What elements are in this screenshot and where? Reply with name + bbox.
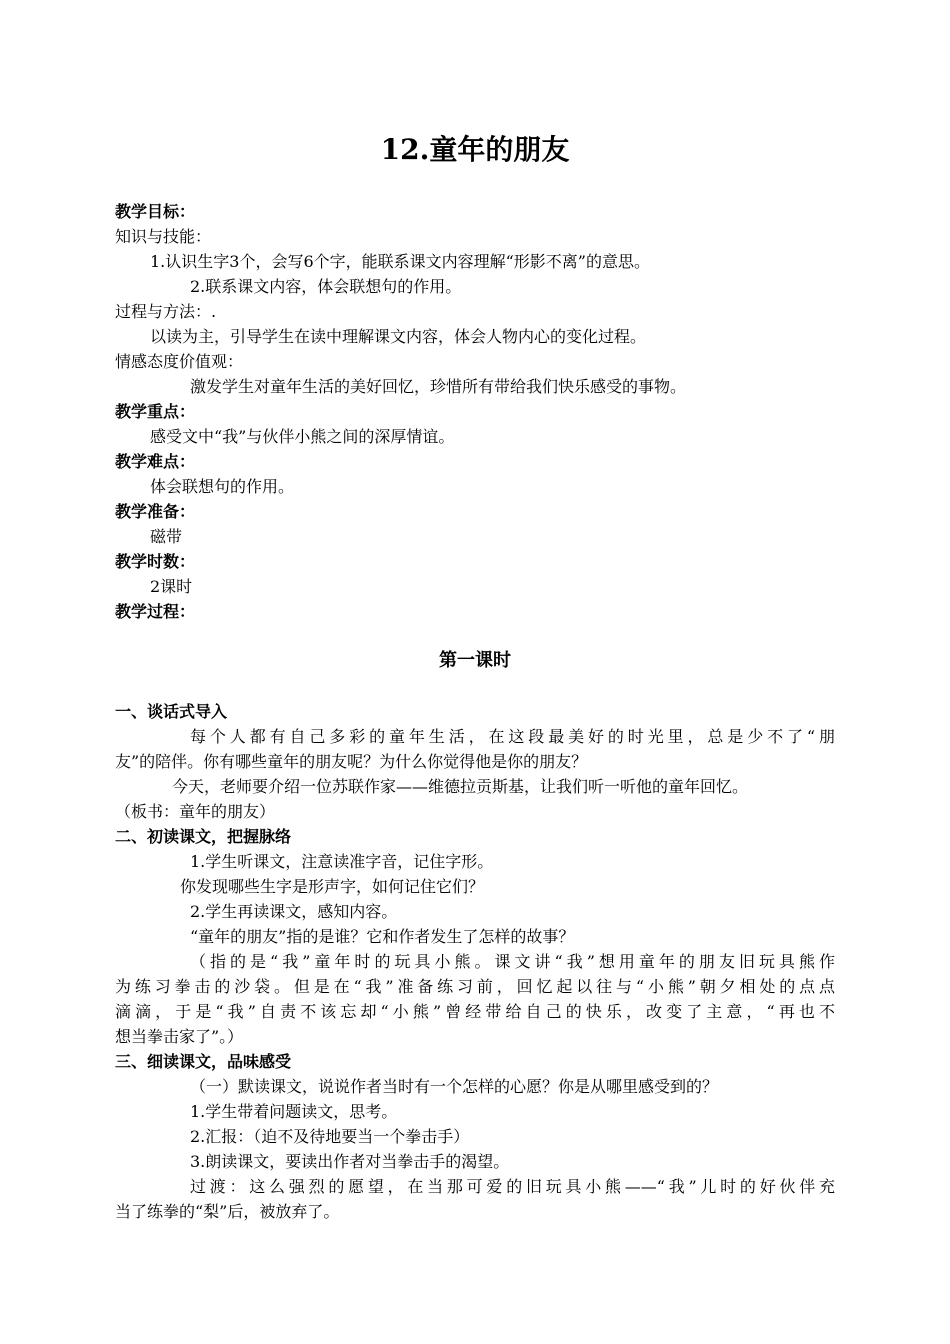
key-points-heading: 教学重点：: [115, 402, 196, 421]
section-1-heading: 一、谈话式导入: [115, 702, 228, 721]
section-1-paragraph-1-line-2: 友”的陪伴。你有哪些童年的朋友呢？为什么你觉得他是你的朋友？: [115, 752, 588, 771]
section-3-line-1: （一）默读课文，说说作者当时有一个怎样的心愿？你是从哪里感受到的？: [190, 1077, 719, 1096]
section-3-line-5a: 过渡：这么强烈的愿望，在当那可爱的旧玩具小熊——“我”儿时的好伙伴充: [190, 1177, 835, 1196]
section-3-line-4: 3.朗读课文，要读出作者对当拳击手的渴望。: [190, 1152, 510, 1171]
section-2-line-5d: 想当拳击家了”。）: [115, 1027, 244, 1046]
key-points-text: 感受文中“我”与伙伴小熊之间的深厚情谊。: [150, 427, 455, 446]
section-2-line-5b: 为练习拳击的沙袋。但是在“我”准备练习前，回忆起以往与“小熊”朝夕相处的点点: [115, 977, 835, 996]
hours-text: 2课时: [150, 577, 193, 596]
knowledge-item-2: 2.联系课文内容，体会联想句的作用。: [190, 277, 462, 296]
knowledge-item-1: 1.认识生字3个，会写6个字，能联系课文内容理解“形影不离”的意思。: [150, 252, 650, 271]
section-2-line-2: 你发现哪些生字是形声字，如何记住它们？: [180, 877, 485, 896]
section-2-line-1: 1.学生听课文，注意读准字音，记住字形。: [190, 852, 494, 871]
section-2-heading: 二、初读课文，把握脉络: [115, 827, 292, 846]
knowledge-heading: 知识与技能：: [115, 227, 212, 246]
section-1-paragraph-2-line-1: 今天，老师要介绍一位苏联作家——维德拉贡斯基，让我们听一听他的童年回忆。: [172, 777, 749, 796]
lesson-title: 第一课时: [439, 650, 511, 671]
emotion-item-1: 激发学生对童年生活的美好回忆，珍惜所有带给我们快乐感受的事物。: [190, 377, 687, 396]
section-3-heading: 三、细读课文，品味感受: [115, 1052, 292, 1071]
document-title: 12.童年的朋友: [380, 133, 570, 166]
process-item-1: 以读为主，引导学生在读中理解课文内容，体会人物内心的变化过程。: [150, 327, 647, 346]
preparation-text: 磁带: [150, 527, 183, 546]
section-2-line-5c: 滴滴，于是“我”自责不该忘却“小熊”曾经带给自己的快乐，改变了主意，“再也不: [115, 1002, 835, 1021]
section-3-line-3: 2.汇报：（迫不及待地要当一个拳击手）: [190, 1127, 470, 1146]
section-2-line-3: 2.学生再读课文，感知内容。: [190, 902, 398, 921]
difficulty-text: 体会联想句的作用。: [150, 477, 295, 496]
section-3-line-2: 1.学生带着问题读文，思考。: [190, 1102, 398, 1121]
section-1-paragraph-2-line-2: （板书：童年的朋友）: [115, 802, 276, 821]
process-steps-heading: 教学过程：: [115, 602, 196, 621]
hours-heading: 教学时数：: [115, 552, 196, 571]
preparation-heading: 教学准备：: [115, 502, 196, 521]
difficulty-heading: 教学难点：: [115, 452, 196, 471]
section-2-line-5a: （指的是“我”童年时的玩具小熊。课文讲“我”想用童年的朋友旧玩具熊作: [190, 952, 835, 971]
section-1-paragraph-1-line-1: 每个人都有自己多彩的童年生活，在这段最美好的时光里，总是少不了“朋: [190, 727, 835, 746]
goals-heading: 教学目标：: [115, 202, 196, 221]
section-3-line-5b: 当了练拳的“梨”后，被放弃了。: [115, 1202, 340, 1221]
process-heading: 过程与方法：.: [115, 302, 217, 321]
emotion-heading: 情感态度价值观：: [115, 352, 244, 371]
section-2-line-4: “童年的朋友”指的是谁？它和作者发生了怎样的故事？: [190, 927, 575, 946]
